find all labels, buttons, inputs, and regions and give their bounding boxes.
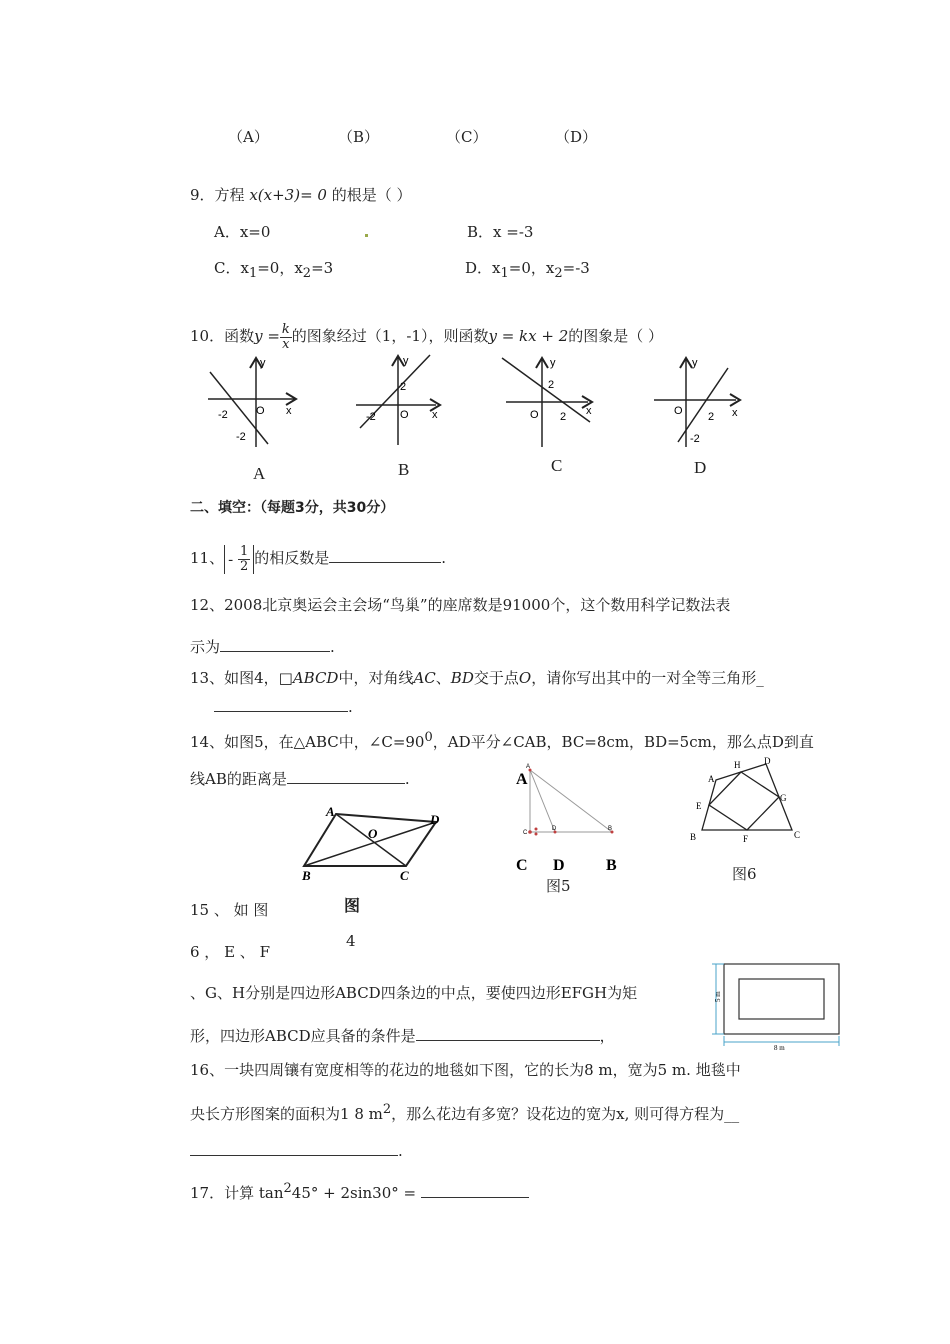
graph-d-x-tick: 2: [708, 411, 715, 423]
q9-d-sub2: 2: [554, 266, 563, 281]
question-15-line-3: 、G、H分别是四边形ABCD四条边的中点，要使四边形EFGH为矩: [190, 984, 638, 1002]
q9-option-a: A．x=0: [214, 223, 271, 241]
q9-prefix: 9．方程: [190, 186, 245, 204]
q11-answer-blank[interactable]: [329, 548, 441, 563]
question-9-stem: [190, 186, 412, 204]
graph-d-x-label: x: [732, 407, 738, 419]
fig5-right-angle-mark-2: [535, 833, 538, 836]
fig4-label-c: C: [400, 868, 409, 882]
section-2-heading: 二、填空：（每题3分，共30分）: [190, 500, 395, 516]
fig5-label-c: C: [516, 857, 528, 874]
graph-a-y-label: y: [260, 357, 266, 369]
q11-minus: -: [228, 550, 234, 568]
question-14-line-2: [190, 769, 410, 788]
q17-rest: 45° + 2sin30° =: [291, 1184, 421, 1202]
q11-end: .: [441, 549, 447, 567]
q11-suffix: 的相反数是: [254, 549, 330, 567]
q16-end: .: [398, 1142, 403, 1160]
graph-d-y-tick: -2: [690, 433, 700, 445]
q9-c-mid: =0，x: [257, 259, 303, 277]
graph-c-x-label: x: [586, 405, 592, 417]
q9-c-sub2: 2: [302, 266, 312, 281]
fig5-point-c: [528, 830, 532, 834]
fig4-label-a: A: [326, 804, 335, 819]
graph-a: [200, 352, 310, 452]
fig5-label-d: D: [553, 857, 565, 874]
graph-a-x-label: x: [286, 405, 292, 417]
q13-mid: 中，对角线: [338, 669, 414, 687]
question-16-line-1: 16、一块四周镶有宽度相等的花边的地毯如下图，它的长为8 m，宽为5 m. 地毯中: [190, 1061, 741, 1079]
fig5-right-angle-mark: [535, 828, 538, 831]
carpet-figure: [706, 958, 846, 1052]
q14-answer-blank[interactable]: [287, 769, 405, 784]
fig5-small-c: C: [523, 830, 528, 836]
fig5-small-a: A: [526, 764, 531, 770]
graph-d-origin: O: [674, 405, 683, 417]
q15-answer-blank[interactable]: [416, 1026, 600, 1041]
graph-c: [500, 352, 610, 452]
q14-line1: 14、如图5，在△ABC中，∠C=90: [190, 733, 425, 751]
q15-end: ，: [599, 1027, 615, 1045]
question-14-line-1: [190, 729, 814, 751]
fig6-label-c: C: [794, 830, 801, 840]
q15-prefix: 形，四边形ABCD应具备的条件是: [190, 1027, 416, 1045]
q16-answer-blank[interactable]: [190, 1141, 398, 1156]
q13-ac: AC: [413, 669, 436, 687]
graph-c-x-tick: 2: [560, 411, 567, 423]
option-c-label: （C）: [446, 128, 488, 146]
q13-o: O: [518, 669, 532, 687]
carpet-width-label: 5 m: [714, 991, 722, 1002]
carpet-length-label: 8 m: [774, 1044, 785, 1052]
q10-fraction: [280, 323, 292, 352]
q14-end: .: [404, 770, 410, 788]
graph-d-caption: D: [694, 458, 707, 477]
question-16-line-3: [190, 1141, 403, 1160]
graph-d-y-label: y: [692, 357, 698, 369]
graph-b-y-label: y: [403, 355, 409, 367]
fig4-label-o: O: [368, 826, 378, 841]
q14-prefix: 线AB的距离是: [190, 770, 287, 788]
question-12-line-2: [190, 637, 335, 656]
q13-mid2: 交于点: [473, 669, 519, 687]
fig6-label-e: E: [696, 801, 702, 811]
q11-abs-value: [224, 545, 254, 574]
carpet-inner: [739, 979, 824, 1019]
graph-b-caption: B: [398, 460, 410, 479]
q17-squared: 2: [283, 1181, 292, 1196]
q12-answer-blank[interactable]: [220, 637, 330, 652]
question-10-stem: [190, 322, 663, 352]
figure-6-quadrilateral: [686, 756, 806, 846]
question-15-line-1: 15 、 如 图: [190, 901, 269, 919]
fig6-label-f: F: [743, 834, 749, 844]
graph-c-origin: O: [530, 409, 539, 421]
q11-den: 2: [239, 558, 249, 574]
q9-c-x1: C．x: [214, 259, 249, 277]
q16-prefix: 央长方形图案的面积为1 8 m: [190, 1105, 383, 1123]
graph-b-y-tick: 2: [400, 381, 407, 393]
graph-a-caption: A: [253, 464, 266, 483]
q9-option-b: B．x =-3: [467, 223, 534, 241]
q9-d-mid: =0，x: [508, 259, 555, 277]
fig6-label-d: D: [764, 756, 771, 766]
q12-prefix: 示为: [190, 638, 221, 656]
question-13-line-1: [190, 669, 764, 687]
q14-degree: 0: [424, 730, 433, 745]
q9-c-sub1: 1: [248, 266, 258, 281]
graph-c-y-label: y: [550, 357, 556, 369]
q17-answer-blank[interactable]: [421, 1183, 529, 1198]
q9-option-d: [465, 259, 590, 283]
option-a-label: （A）: [228, 128, 269, 146]
q9-option-c: [214, 259, 333, 283]
q13-suffix: ，请你写出其中的一对全等三角形_: [531, 669, 764, 687]
fig5-small-d: D: [552, 826, 557, 832]
fig5-small-b: B: [608, 826, 613, 832]
figure-5-triangle: [510, 762, 630, 882]
question-17: [190, 1180, 529, 1202]
q10-y-eq: y =: [254, 327, 280, 345]
fig4-label-d: D: [430, 812, 440, 827]
fig4-label-b: B: [302, 868, 311, 882]
q10-prefix: 10．函数: [190, 327, 255, 345]
option-d-label: （D）: [555, 128, 598, 146]
graph-a-y-tick: -2: [236, 431, 246, 443]
q13-bd: BD: [450, 669, 474, 687]
q9-d-x1: D．x: [465, 259, 501, 277]
graph-a-x-tick: -2: [218, 409, 228, 421]
question-11: [190, 540, 446, 576]
graph-d: [650, 352, 760, 452]
q13-answer-blank[interactable]: [214, 697, 348, 712]
q11-fraction: [238, 545, 250, 574]
q9-d-end: =-3: [562, 259, 590, 277]
question-15-line-2: 6 ， E 、 F: [190, 943, 270, 961]
graph-b-x-tick: -2: [366, 411, 376, 423]
fig6-label-h: H: [734, 760, 741, 770]
q9-c-end: =3: [311, 259, 334, 277]
graph-a-origin: O: [256, 405, 265, 417]
graph-b-x-label: x: [432, 409, 438, 421]
graph-c-caption: C: [551, 456, 563, 475]
fig6-label-b: B: [690, 832, 697, 842]
fig4-caption-2: 4: [346, 932, 356, 950]
graph-b: [350, 350, 460, 450]
fig4-caption-1: 图: [344, 896, 361, 915]
q14-rest: ，AD平分∠CAB，BC=8cm，BD=5cm，那么点D到直: [432, 733, 814, 751]
fig5-caption: 图5: [546, 877, 571, 895]
q16-squared: 2: [382, 1102, 392, 1117]
graph-c-line: [502, 358, 590, 422]
q10-func2: y = kx + 2: [488, 327, 569, 345]
fig6-label-g: G: [780, 793, 787, 803]
fig5-label-a: A: [516, 771, 528, 788]
option-b-label: （B）: [338, 128, 380, 146]
q13-end: .: [348, 698, 353, 716]
q10-frac-num: k: [281, 321, 290, 337]
fig6-label-a: A: [708, 774, 715, 784]
fig5-label-b: B: [606, 857, 617, 874]
q12-end: .: [330, 638, 335, 656]
question-16-line-2: [190, 1101, 739, 1123]
q13-parallelogram: □ABCD: [278, 669, 339, 687]
q9-d-sub1: 1: [500, 266, 509, 281]
graph-b-origin: O: [400, 409, 409, 421]
question-12-line-1: 12、2008北京奥运会主会场“鸟巢”的座席数是91000个，这个数用科学记数法表: [190, 596, 731, 614]
fig6-efgh: [709, 772, 779, 830]
fig6-caption: 图6: [732, 865, 757, 883]
question-13-line-2: [214, 697, 353, 716]
stray-dot: [365, 234, 368, 237]
q13-prefix: 13、如图4，: [190, 669, 279, 687]
q11-prefix: 11、: [190, 549, 225, 567]
q9-suffix: 的根是（ ）: [331, 186, 412, 204]
q10-frac-den: x: [282, 336, 290, 352]
graph-c-y-tick: 2: [548, 379, 555, 391]
q11-num: 1: [239, 543, 249, 559]
figure-4-parallelogram: [296, 800, 456, 882]
q10-suffix: 的图象是（ ）: [568, 327, 664, 345]
question-15-line-4: [190, 1026, 615, 1045]
q17-prefix: 17．计算 tan: [190, 1184, 284, 1202]
q10-mid: 的图象经过（1，-1），则函数: [291, 327, 489, 345]
q9-equation: x(x+3)= 0: [249, 186, 327, 204]
q13-sep: 、: [435, 669, 451, 687]
carpet-outer: [724, 964, 839, 1034]
q16-rest: ，那么花边有多宽？设花边的宽为x, 则可得方程为__: [391, 1105, 740, 1123]
